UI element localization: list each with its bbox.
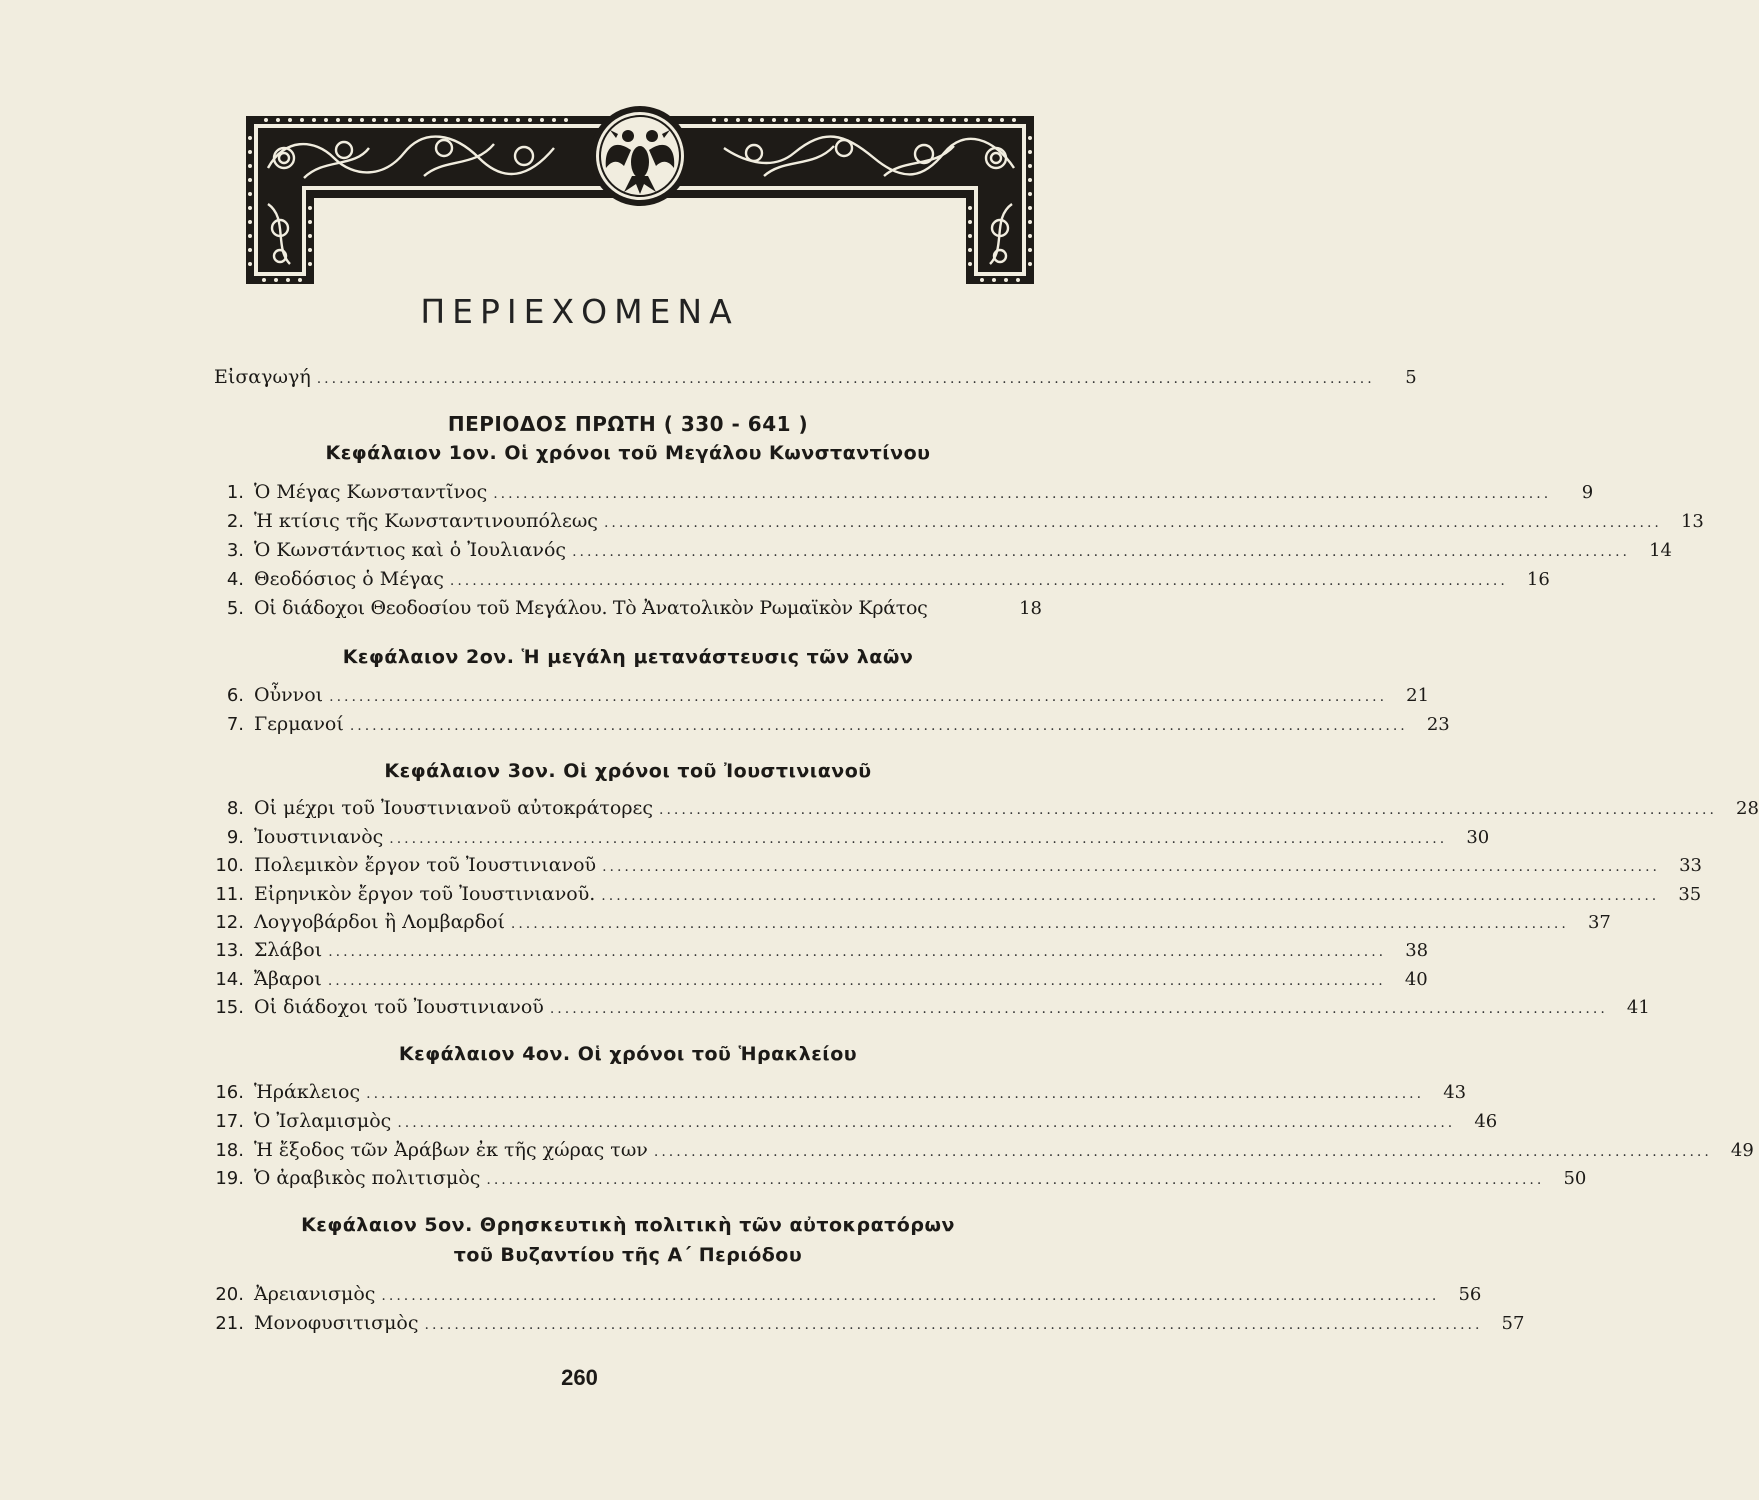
dot-leader: .............................................................................................................................................. [424,1317,1483,1333]
entry-page-number: 50 [1563,1168,1587,1189]
entry-label: Γερμανοί [254,713,344,735]
entry-label: Λογγοβάρδοι ἢ Λομβαρδοί [254,911,505,933]
entry-label: Ὁ Κωνστάντιος καὶ ὁ Ἰουλιανός [254,539,567,561]
entry-label: Ὁ ἀραβικὸς πολιτισμὸς [254,1167,481,1189]
entry-page-number: 30 [1466,827,1490,848]
entry-label: Ἀρειανισμὸς [254,1283,376,1305]
toc-entry [214,883,1702,913]
dot-leader: .............................................................................................................................................. [653,1144,1712,1160]
entry-number: 9. [226,827,244,848]
entry-page-number: 21 [1406,685,1430,706]
dot-leader: .............................................................................................................................................. [549,1001,1608,1017]
entry-label: Ὁ Ἰσλαμισμὸς [254,1110,392,1132]
dot-leader: .............................................................................................................................................. [329,689,1388,705]
entry-number: 21. [215,1313,244,1334]
toc-entry [214,1110,1498,1140]
dot-leader: .............................................................................................................................................. [510,916,1569,932]
toc-entry-introduction [214,366,1417,396]
entry-number: 1. [226,482,244,503]
entry-label: Ἡ ἔξοδος τῶν Ἀράβων ἐκ τῆς χώρας των [254,1139,648,1161]
entry-label: Ἡράκλειος [254,1081,361,1103]
entry-number: 17. [215,1111,244,1132]
period-heading: ΠΕΡΙΟΔΟΣ ΠΡΩΤΗ ( 330 - 641 ) [447,412,809,436]
dot-leader: .............................................................................................................................................. [316,371,1375,387]
dot-leader: .............................................................................................................................................. [602,859,1661,875]
entry-number: 19. [215,1168,244,1189]
toc-entry [214,911,1611,941]
toc-entry [214,826,1490,856]
chapter-heading: Κεφάλαιον 4ον. Οἱ χρόνοι τοῦ Ἡρακλείου [398,1043,858,1065]
entry-page-number: 16 [1526,569,1550,590]
entry-page-number: 40 [1404,969,1428,990]
entry-number: 2. [226,511,244,532]
entry-number: 18. [215,1140,244,1161]
entry-page-number: 37 [1587,912,1611,933]
entry-label: Μονοφυσιτισμὸς [254,1312,419,1334]
entry-label: Ἄβαροι [254,968,322,990]
entry-number: 13. [215,940,244,961]
dot-leader: .............................................................................................................................................. [366,1086,1425,1102]
entry-label: Εἰσαγωγή [214,366,311,388]
entry-number: 12. [215,912,244,933]
entry-page-number: 28 [1736,798,1759,819]
entry-page-number: 35 [1678,884,1702,905]
toc-entry [214,684,1430,714]
entry-page-number: 38 [1405,940,1429,961]
dot-leader: .............................................................................................................................................. [493,486,1552,502]
toc-entry [214,539,1672,569]
dot-leader: .............................................................................................................................................. [601,888,1660,904]
entry-label: Οἱ διάδοχοι τοῦ Ἰουστινιανοῦ [254,996,544,1018]
entry-page-number: 14 [1649,540,1672,561]
entry-label: Σλάβοι [254,939,323,961]
entry-page-number: 13 [1680,511,1704,532]
entry-number: 3. [226,540,244,561]
entry-label: Ἰουστινιανὸς [254,826,384,848]
entry-page-number: 33 [1679,855,1703,876]
dot-leader: .............................................................................................................................................. [397,1115,1456,1131]
entry-number: 10. [215,855,244,876]
entry-number: 11. [215,884,244,905]
double-headed-eagle-ornament-icon [244,108,1036,288]
dot-leader: .............................................................................................................................................. [389,831,1448,847]
entry-number: 7. [226,714,244,735]
toc-entry [214,968,1428,998]
ornamental-headpiece [244,108,1036,288]
entry-number: 14. [215,969,244,990]
toc-entry [214,510,1704,540]
entry-page-number: 43 [1443,1082,1467,1103]
toc-entry [214,597,1042,627]
page-number-footer: 260 [561,1365,598,1390]
dot-leader: .............................................................................................................................................. [659,802,1717,818]
entry-label: Ἡ κτίσις τῆς Κωνσταντινουπόλεως [254,510,598,532]
dot-leader: .............................................................................................................................................. [349,718,1408,734]
entry-label: Οἱ διάδοχοι Θεοδοσίου τοῦ Μεγάλου. Τὸ Ἀνατολικὸν Ρωμαϊκὸν Κράτος [254,597,928,619]
dot-leader: .............................................................................................................................................. [486,1172,1545,1188]
chapter-heading: Κεφάλαιον 5ον. Θρησκευτικὴ πολιτικὴ τῶν αὐτοκρατόρων [301,1214,955,1236]
entry-page-number: 49 [1730,1140,1754,1161]
toc-entry [214,1312,1525,1342]
chapter-heading-continued: τοῦ Βυζαντίου τῆς Α΄ Περιόδου [453,1244,803,1266]
toc-entry [214,481,1594,511]
entry-number: 5. [226,598,244,619]
toc-entry [214,1081,1467,1111]
entry-page-number: 9 [1581,482,1594,503]
chapter-heading: Κεφάλαιον 3ον. Οἱ χρόνοι τοῦ Ἰουστινιανοῦ [384,760,872,782]
entry-label: Οὖννοι [254,684,324,706]
entry-number: 6. [226,685,244,706]
entry-label: Οἱ μέχρι τοῦ Ἰουστινιανοῦ αὐτοκράτορες [254,797,654,819]
entry-number: 8. [226,798,244,819]
entry-page-number: 57 [1501,1313,1525,1334]
toc-entry [214,854,1703,884]
entry-page-number: 23 [1426,714,1450,735]
toc-entry [214,568,1550,598]
toc-entry [214,713,1450,743]
entry-label: Θεοδόσιος ὁ Μέγας [254,568,444,590]
entry-page-number: 41 [1626,997,1650,1018]
toc-entry [214,1167,1587,1197]
page-title: ΠΕΡΙΕΧΟΜΕΝΑ [420,292,739,331]
entry-label: Πολεμικὸν ἔργον τοῦ Ἰουστινιανοῦ [254,854,597,876]
entry-label: Εἰρηνικὸν ἔργον τοῦ Ἰουστινιανοῦ. [254,883,596,905]
toc-entry [214,996,1650,1026]
toc-entry [214,939,1429,969]
toc-entry [214,1283,1482,1313]
entry-label: Ὁ Μέγας Κωνσταντῖνος [254,481,488,503]
entry-page-number: 46 [1474,1111,1498,1132]
chapter-heading: Κεφάλαιον 2ον. Ἡ μεγάλη μετανάστευσις τῶν λαῶν [342,646,914,668]
dot-leader: .............................................................................................................................................. [328,944,1387,960]
entry-page-number: 18 [1019,598,1042,619]
dot-leader: .............................................................................................................................................. [572,544,1630,560]
toc-entry [214,1139,1754,1169]
dot-leader: .............................................................................................................................................. [449,573,1508,589]
entry-page-number: 56 [1458,1284,1482,1305]
entry-number: 4. [226,569,244,590]
entry-page-number: 5 [1405,367,1417,388]
entry-number: 20. [215,1284,244,1305]
dot-leader: .............................................................................................................................................. [381,1288,1440,1304]
dot-leader: .............................................................................................................................................. [603,515,1662,531]
entry-number: 16. [215,1082,244,1103]
chapter-heading: Κεφάλαιον 1ον. Οἱ χρόνοι τοῦ Μεγάλου Κωνσταντίνου [325,442,931,464]
toc-entry [214,797,1759,827]
entry-number: 15. [215,997,244,1018]
dot-leader: .............................................................................................................................................. [327,973,1386,989]
